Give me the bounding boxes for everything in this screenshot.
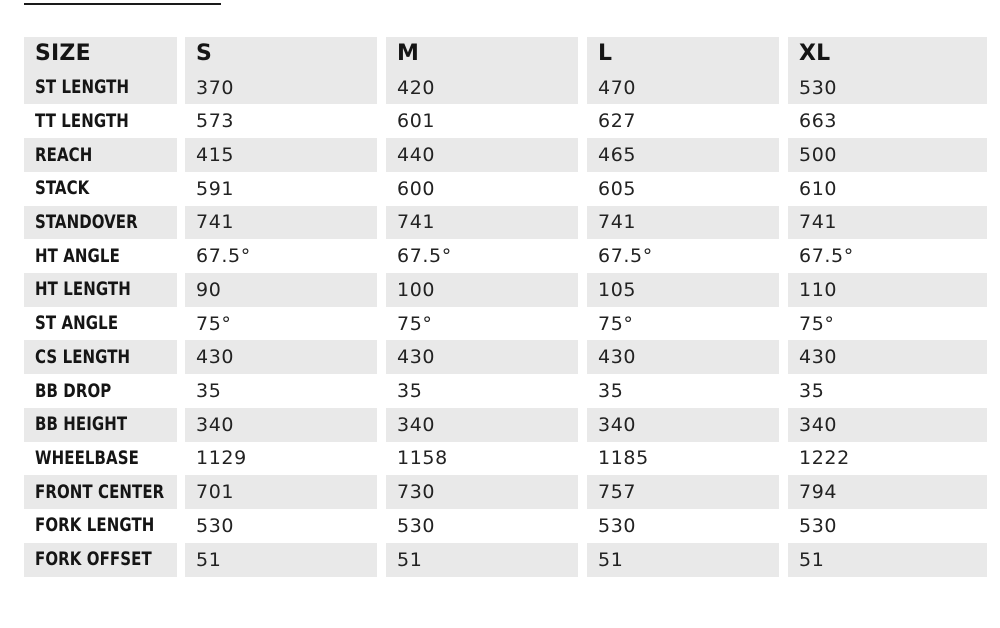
header-size-m: M [386,37,587,71]
table-row [24,442,987,476]
cell-value: 1185 [587,442,788,476]
row-label [24,475,185,509]
cell-value: 741 [788,206,987,240]
row-label-text: ST LENGTH [35,77,130,99]
cell-value: 340 [185,408,386,442]
row-label-text: FORK OFFSET [35,549,152,571]
cell-value: 530 [386,509,587,543]
cell-value: 530 [185,509,386,543]
cell-value: 75° [788,307,987,341]
cell-value: 51 [185,543,386,577]
cell-value: 430 [386,340,587,374]
cell-value: 757 [587,475,788,509]
cell-value: 75° [587,307,788,341]
cell-value: 600 [386,172,587,206]
cell-value: 340 [587,408,788,442]
table-row [24,71,987,105]
top-rule-divider [24,3,221,5]
row-label-text: WHEELBASE [35,447,139,469]
table-row [24,374,987,408]
cell-value: 730 [386,475,587,509]
cell-value: 573 [185,104,386,138]
cell-value: 605 [587,172,788,206]
row-label [24,206,185,240]
table-row [24,138,987,172]
cell-value: 340 [386,408,587,442]
cell-value: 741 [185,206,386,240]
table-row [24,408,987,442]
cell-value: 1158 [386,442,587,476]
table-row [24,206,987,240]
cell-value: 741 [386,206,587,240]
row-label [24,509,185,543]
table-row [24,475,987,509]
cell-value: 370 [185,71,386,105]
cell-value: 1129 [185,442,386,476]
row-label [24,273,185,307]
cell-value: 430 [587,340,788,374]
cell-value: 35 [587,374,788,408]
cell-value: 701 [185,475,386,509]
cell-value: 741 [587,206,788,240]
row-label-text: STANDOVER [35,211,138,233]
cell-value: 100 [386,273,587,307]
cell-value: 591 [185,172,386,206]
cell-value: 35 [788,374,987,408]
row-label [24,442,185,476]
cell-value: 420 [386,71,587,105]
cell-value: 601 [386,104,587,138]
cell-value: 110 [788,273,987,307]
cell-value: 465 [587,138,788,172]
cell-value: 75° [386,307,587,341]
table-row [24,273,987,307]
row-label-text: CS LENGTH [35,346,131,368]
row-label [24,374,185,408]
cell-value: 51 [587,543,788,577]
cell-value: 75° [185,307,386,341]
table-header-row [24,37,987,71]
cell-value: 470 [587,71,788,105]
cell-value: 430 [185,340,386,374]
row-label [24,543,185,577]
row-label-text: BB HEIGHT [35,414,128,436]
cell-value: 530 [788,509,987,543]
row-label [24,307,185,341]
cell-value: 67.5° [788,239,987,273]
row-label [24,138,185,172]
row-label-text: ST ANGLE [35,313,119,335]
row-label [24,239,185,273]
cell-value: 90 [185,273,386,307]
row-label [24,340,185,374]
cell-value: 67.5° [587,239,788,273]
cell-value: 51 [788,543,987,577]
table-row [24,239,987,273]
row-label-text: HT ANGLE [35,245,120,267]
row-label-text: FORK LENGTH [35,515,155,537]
cell-value: 500 [788,138,987,172]
cell-value: 440 [386,138,587,172]
table-row [24,307,987,341]
cell-value: 794 [788,475,987,509]
row-label-text: REACH [35,144,93,166]
row-label-text: TT LENGTH [35,110,129,132]
geometry-table [24,37,987,577]
header-size-xl: XL [788,37,987,71]
row-label-text: BB DROP [35,380,112,402]
cell-value: 35 [386,374,587,408]
row-label [24,172,185,206]
row-label [24,104,185,138]
cell-value: 67.5° [185,239,386,273]
cell-value: 627 [587,104,788,138]
cell-value: 415 [185,138,386,172]
cell-value: 610 [788,172,987,206]
row-label [24,71,185,105]
row-label-text: STACK [35,178,90,200]
header-size-s: S [185,37,386,71]
table-row [24,172,987,206]
cell-value: 530 [788,71,987,105]
header-size-l: L [587,37,788,71]
cell-value: 430 [788,340,987,374]
table-row [24,104,987,138]
table-row [24,340,987,374]
cell-value: 1222 [788,442,987,476]
header-size-label: SIZE [24,37,185,71]
cell-value: 51 [386,543,587,577]
row-label [24,408,185,442]
row-label-text: FRONT CENTER [35,481,165,503]
cell-value: 530 [587,509,788,543]
cell-value: 340 [788,408,987,442]
table-row [24,509,987,543]
row-label-text: HT LENGTH [35,279,131,301]
cell-value: 105 [587,273,788,307]
table-row [24,543,987,577]
cell-value: 663 [788,104,987,138]
cell-value: 35 [185,374,386,408]
cell-value: 67.5° [386,239,587,273]
